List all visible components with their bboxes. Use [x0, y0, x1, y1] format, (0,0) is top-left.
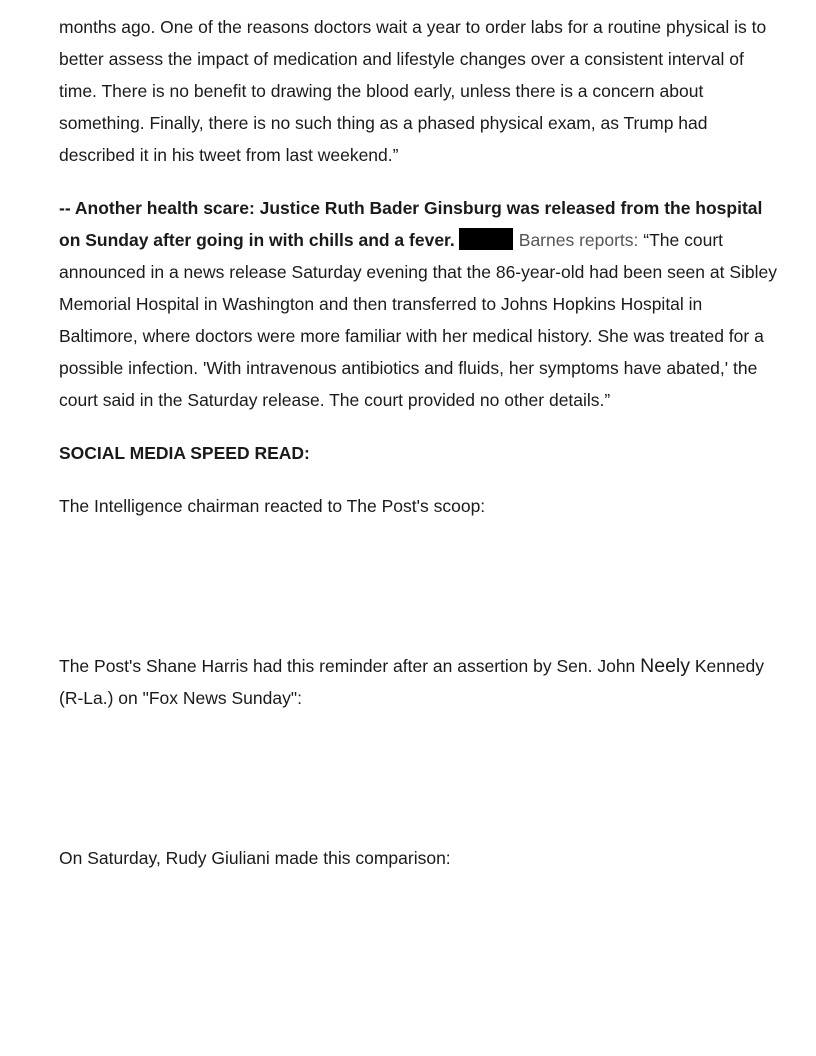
- document-page: [59, 11, 779, 895]
- shane-harris-start: The Post's Shane Harris had this reminder after an assertion by Sen. John: [59, 656, 641, 676]
- paragraph-giuliani: On Saturday, Rudy Giuliani made this comparison:: [59, 848, 451, 868]
- redaction-block: [459, 228, 513, 250]
- embed-placeholder-2: [59, 735, 779, 842]
- paragraph-physical-exam: months ago. One of the reasons doctors wait a year to order labs for a routine physical is to better assess the impact of medication and lifestyle changes over a consistent interval of time. There is no benefit to drawing the blood early, unless there is a concern about something. Finally, there is no such thing as a phased physical exam, as Trump had described it in his tweet from last weekend.”: [59, 17, 767, 165]
- embed-placeholder-1: [59, 543, 779, 650]
- section-heading: SOCIAL MEDIA SPEED READ:: [59, 443, 310, 463]
- ginsburg-headline: -- Another health scare: Justice Ruth Bader Ginsburg was released from the hospital on Sunday after going in with chills and a fever.: [59, 198, 763, 250]
- paragraph-intelligence-chairman: The Intelligence chairman reacted to The Post's scoop:: [59, 496, 486, 516]
- shane-harris-end: Kennedy (R-La.) on "Fox News Sunday":: [59, 656, 764, 708]
- shane-harris-neely: Neely: [640, 655, 690, 677]
- paragraph-shane-harris: [59, 650, 779, 714]
- ginsburg-quote: “The court announced in a news release Saturday evening that the 86-year-old had been seen at Sibley Memorial Hospital in Washington and then transferred to Johns Hopkins Hospital in Baltimore, where doctors were more familiar with her medical history. She was treated for a possible infection. 'With intravenous antibiotics and fluids, her symptoms have abated,' the court said in the Saturday release. The court provided no other details.”: [59, 230, 777, 410]
- reporter-attribution: Barnes reports:: [518, 230, 639, 250]
- paragraph-ginsburg: [59, 192, 779, 416]
